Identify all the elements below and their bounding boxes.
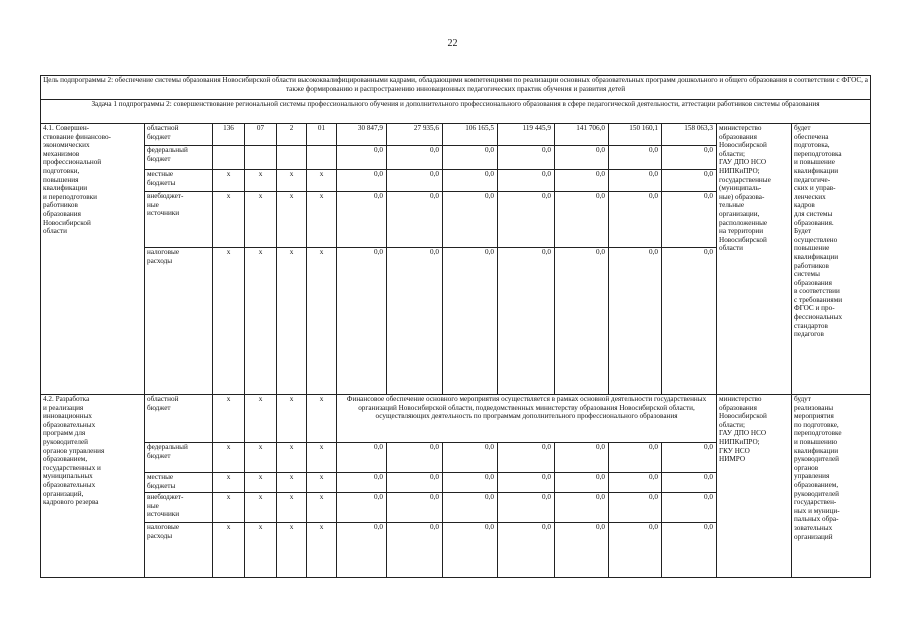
measure-name: 4.2. Разработка и реализация инновационных образовательных программ для руководителей органов управления образованием, государственных и муниципальных образовательных организаций, кадрового резерва xyxy=(41,395,145,578)
value-cell: 0,0 xyxy=(498,443,555,473)
funding-source: местные бюджеты xyxy=(145,473,213,493)
code-cell: х xyxy=(213,473,245,493)
value-cell: 0,0 xyxy=(387,192,443,248)
value-cell: 0,0 xyxy=(337,248,387,395)
funding-source: федеральный бюджет xyxy=(145,146,213,170)
code-cell: х xyxy=(277,523,307,578)
value-cell: 0,0 xyxy=(443,523,498,578)
value-cell: 0,0 xyxy=(498,146,555,170)
table-row xyxy=(41,124,871,146)
code-cell: х xyxy=(213,395,245,443)
code-cell: х xyxy=(245,192,277,248)
code-cell: х xyxy=(245,473,277,493)
code-cell: 136 xyxy=(213,124,245,146)
value-cell: 0,0 xyxy=(387,473,443,493)
funding-source: федеральный бюджет xyxy=(145,443,213,473)
code-cell xyxy=(307,146,337,170)
value-cell: 0,0 xyxy=(337,146,387,170)
task-text: Задача 1 подпрограммы 2: совершенствование региональной системы профессионального обучения и дополнительного профессионального образования в сфере педагогической деятельности, аттестации работников системы образования xyxy=(41,100,871,124)
code-cell: х xyxy=(307,192,337,248)
code-cell: х xyxy=(277,395,307,443)
value-cell: 0,0 xyxy=(662,192,717,248)
expected-result: будет обеспечена подготовка, переподготовка и повышение квалификации педагогиче- ских и управ- ленческих кадров для системы образования. Будет осуществлено повышение квалификации работников системы образования в соответствии с требованиями ФГОС и про- фессиональных стандартов педагогов xyxy=(792,124,871,395)
funding-source: налоговые расходы xyxy=(145,523,213,578)
code-cell: х xyxy=(277,170,307,192)
value-cell: 0,0 xyxy=(555,493,609,523)
value-cell: 0,0 xyxy=(609,473,662,493)
value-cell: 0,0 xyxy=(337,493,387,523)
value-cell: 0,0 xyxy=(662,523,717,578)
program-table xyxy=(40,75,871,578)
code-cell: х xyxy=(245,443,277,473)
code-cell: х xyxy=(213,443,245,473)
executor: министерство образования Новосибирской области; ГАУ ДПО НСО НИПКиПРО; государственные (муниципаль- ные) образова- тельные организации, расположенные на территории Новосибирской области xyxy=(717,124,792,395)
value-cell: 0,0 xyxy=(609,523,662,578)
task-row xyxy=(41,100,871,124)
value-cell: 0,0 xyxy=(555,146,609,170)
value-cell: 0,0 xyxy=(555,473,609,493)
funding-source: областной бюджет xyxy=(145,395,213,443)
code-cell: х xyxy=(307,443,337,473)
value-cell: 0,0 xyxy=(443,170,498,192)
value-cell: 0,0 xyxy=(555,170,609,192)
financing-note: Финансовое обеспечение основного мероприятия осуществляется в рамках основной деятельности государственных организаций Новосибирской области, подведомственных министерству образования Новосибирской области, осуществляющих деятельность по программам дополнительного профессионального образования xyxy=(337,395,717,443)
value-cell: 0,0 xyxy=(337,192,387,248)
code-cell: х xyxy=(307,248,337,395)
value-cell: 0,0 xyxy=(609,192,662,248)
code-cell: 2 xyxy=(277,124,307,146)
expected-result: будут реализованы мероприятия по подготовке, переподготовке и повышению квалификации руководителей органов управления образованием, руководителей государствен- ных и муници- пальных обра- зовательных организаций xyxy=(792,395,871,578)
code-cell: х xyxy=(213,170,245,192)
code-cell: х xyxy=(245,395,277,443)
code-cell xyxy=(277,146,307,170)
value-cell: 0,0 xyxy=(662,493,717,523)
code-cell: х xyxy=(245,170,277,192)
value-cell: 0,0 xyxy=(662,443,717,473)
value-cell: 0,0 xyxy=(387,248,443,395)
value-cell: 0,0 xyxy=(555,523,609,578)
funding-source: налоговые расходы xyxy=(145,248,213,395)
value-cell: 0,0 xyxy=(609,443,662,473)
code-cell: х xyxy=(307,473,337,493)
code-cell: х xyxy=(277,192,307,248)
code-cell: х xyxy=(213,192,245,248)
value-cell: 0,0 xyxy=(443,192,498,248)
value-cell: 0,0 xyxy=(443,248,498,395)
value-cell: 0,0 xyxy=(387,170,443,192)
value-cell: 0,0 xyxy=(337,473,387,493)
value-cell: 0,0 xyxy=(387,146,443,170)
code-cell: х xyxy=(277,248,307,395)
code-cell: х xyxy=(213,248,245,395)
value-cell: 141 706,0 xyxy=(555,124,609,146)
value-cell: 150 160,1 xyxy=(609,124,662,146)
value-cell: 0,0 xyxy=(609,248,662,395)
funding-source: областной бюджет xyxy=(145,124,213,146)
value-cell: 0,0 xyxy=(498,523,555,578)
funding-source: местные бюджеты xyxy=(145,170,213,192)
executor: министерство образования Новосибирской области; ГАУ ДПО НСО НИПКиПРО; ГКУ НСО НИМРО xyxy=(717,395,792,578)
value-cell: 0,0 xyxy=(609,146,662,170)
value-cell: 0,0 xyxy=(387,443,443,473)
value-cell: 0,0 xyxy=(337,523,387,578)
code-cell: 01 xyxy=(307,124,337,146)
code-cell: х xyxy=(213,493,245,523)
funding-source: внебюджет- ные источники xyxy=(145,192,213,248)
value-cell: 0,0 xyxy=(609,170,662,192)
value-cell: 0,0 xyxy=(337,170,387,192)
value-cell: 0,0 xyxy=(443,473,498,493)
code-cell: х xyxy=(307,493,337,523)
value-cell: 0,0 xyxy=(337,443,387,473)
code-cell xyxy=(245,146,277,170)
value-cell: 30 847,9 xyxy=(337,124,387,146)
value-cell: 0,0 xyxy=(443,493,498,523)
code-cell: х xyxy=(245,523,277,578)
value-cell: 0,0 xyxy=(555,248,609,395)
value-cell: 0,0 xyxy=(662,170,717,192)
value-cell: 0,0 xyxy=(498,473,555,493)
value-cell: 0,0 xyxy=(662,146,717,170)
value-cell: 0,0 xyxy=(443,443,498,473)
value-cell: 119 445,9 xyxy=(498,124,555,146)
measure-name: 4.1. Совершен- ствование финансово- экономических механизмов профессиональной подготовки, повышения квалификации и переподготовки работников образования Новосибирской области xyxy=(41,124,145,395)
code-cell: х xyxy=(213,523,245,578)
value-cell: 158 063,3 xyxy=(662,124,717,146)
value-cell: 0,0 xyxy=(498,192,555,248)
code-cell: х xyxy=(307,395,337,443)
value-cell: 0,0 xyxy=(498,170,555,192)
value-cell: 0,0 xyxy=(387,523,443,578)
value-cell: 0,0 xyxy=(662,248,717,395)
table-row xyxy=(41,395,871,443)
code-cell: х xyxy=(245,493,277,523)
code-cell: х xyxy=(277,493,307,523)
value-cell: 0,0 xyxy=(662,473,717,493)
code-cell: х xyxy=(307,523,337,578)
value-cell: 0,0 xyxy=(498,248,555,395)
code-cell: х xyxy=(307,170,337,192)
goal-text: Цель подпрограммы 2: обеспечение системы образования Новосибирской области высококвалифицированными кадрами, обладающими компетенциями по реализации основных образовательных программ дошкольного и общего образования в соответствии с ФГОС, а также формированию и распространению инновационных педагогических практик обучения и развития детей xyxy=(41,76,871,100)
code-cell: х xyxy=(277,473,307,493)
code-cell xyxy=(213,146,245,170)
value-cell: 0,0 xyxy=(609,493,662,523)
code-cell: х xyxy=(277,443,307,473)
value-cell: 0,0 xyxy=(555,443,609,473)
value-cell: 0,0 xyxy=(443,146,498,170)
goal-row xyxy=(41,76,871,100)
value-cell: 27 935,6 xyxy=(387,124,443,146)
page-number: 22 xyxy=(447,38,458,49)
funding-source: внебюджет- ные источники xyxy=(145,493,213,523)
value-cell: 106 165,5 xyxy=(443,124,498,146)
value-cell: 0,0 xyxy=(555,192,609,248)
value-cell: 0,0 xyxy=(387,493,443,523)
code-cell: 07 xyxy=(245,124,277,146)
code-cell: х xyxy=(245,248,277,395)
value-cell: 0,0 xyxy=(498,493,555,523)
